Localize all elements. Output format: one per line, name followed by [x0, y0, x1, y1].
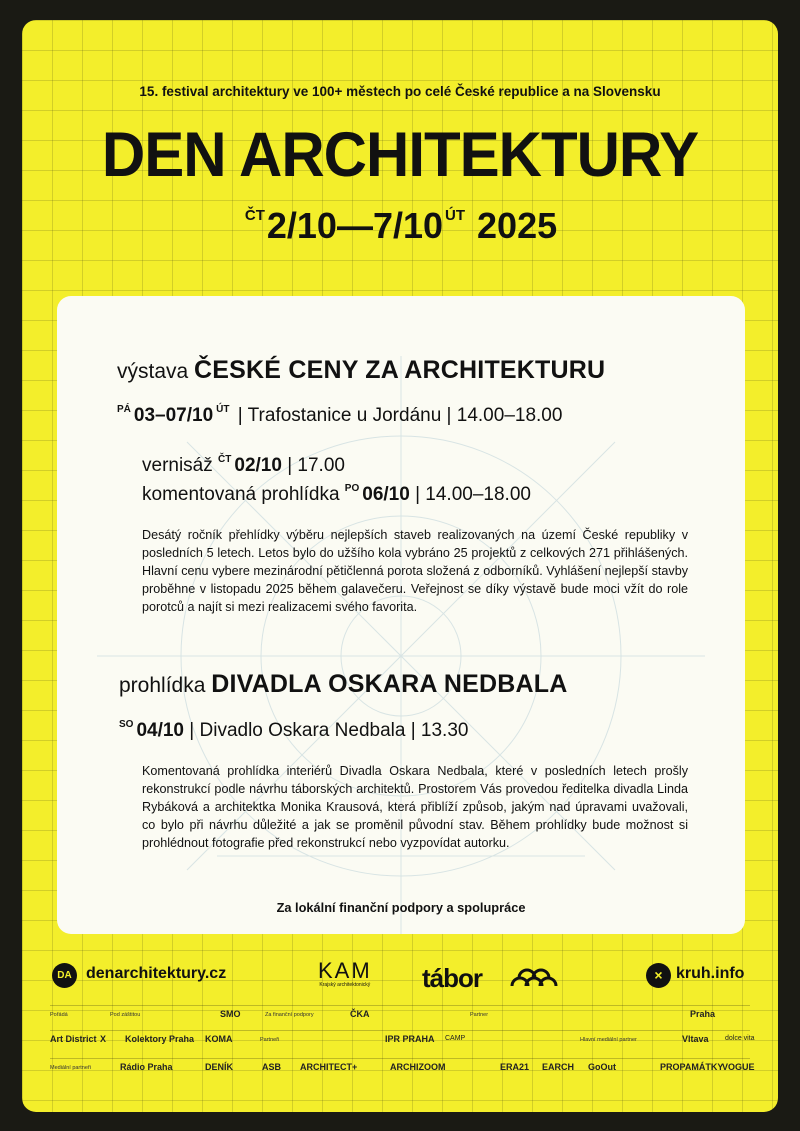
kam-logo-subtext: Krajský architektonický: [319, 982, 371, 988]
sponsor-logo-x: X: [100, 1034, 107, 1044]
sponsor-logo-camp: CAMP: [445, 1035, 466, 1042]
kam-logo-text: KAM: [318, 958, 372, 983]
event2-kind: prohlídka: [119, 674, 206, 697]
footer-links: [22, 960, 778, 996]
sponsor-logo-praha: Praha: [690, 1009, 716, 1019]
sponsor-logo-era21: ERA21: [500, 1062, 530, 1072]
sponsor-label-financni: Za finanční podpory: [265, 1012, 314, 1018]
sponsor-logo-architect-plus: ARCHITECT+: [300, 1062, 358, 1072]
sponsor-logo-kolektory: Kolektory Praha: [125, 1034, 195, 1044]
sponsor-logo-propamatky: PROPAMÁTKY: [660, 1062, 724, 1072]
kam-logo: [318, 960, 372, 988]
day-end: ÚT: [445, 207, 466, 224]
sponsor-logo-denik: DENÍK: [205, 1062, 234, 1072]
event1-day-a: PÁ: [117, 404, 131, 415]
sponsor-logo-koma: KOMA: [205, 1034, 233, 1044]
poster: [22, 20, 778, 1112]
sponsor-logo-archizoom: ARCHIZOOM: [390, 1062, 446, 1072]
vernisaz-day: ČT: [218, 454, 232, 465]
event1-name: ČESKÉ CENY ZA ARCHITEKTURU: [194, 356, 606, 384]
kruh-link[interactable]: kruh.info: [676, 965, 745, 982]
page-title: DEN ARCHITEKTURY: [101, 119, 699, 190]
sponsor-row-1: [50, 1005, 750, 1026]
sponsor-label-zastita: Pod záštitou: [110, 1012, 141, 1018]
sponsor-label-poradano: Pořádá: [50, 1012, 68, 1018]
event1-place-time: | Trafostanice u Jordánu | 14.00–18.00: [237, 405, 563, 426]
kruh-logo-icon: ×: [646, 963, 671, 988]
event2-date: 04/10: [136, 720, 184, 741]
event2-heading: [119, 670, 567, 699]
denarchitektury-link[interactable]: denarchitektury.cz: [86, 965, 227, 982]
sponsor-label-hlavni-medialni: Hlavní mediální partner: [580, 1037, 637, 1043]
festival-dates: [22, 205, 778, 246]
tour-label: komentovaná prohlídka: [142, 484, 340, 505]
day-start: ČT: [244, 207, 265, 224]
tour-day: PO: [344, 483, 360, 494]
sponsor-logo-vogue: VOGUE: [722, 1062, 755, 1072]
event1-day-b: ÚT: [216, 404, 230, 415]
sponsor-label-partner: Partner: [470, 1012, 489, 1018]
event1-vernisaz: [142, 454, 345, 477]
event2-day: SO: [119, 719, 134, 730]
sponsor-logo-vltava: Vltava: [682, 1034, 709, 1044]
event2-place-time: | Divadlo Oskara Nedbala | 13.30: [189, 720, 469, 741]
tour-time: | 14.00–18.00: [415, 484, 531, 505]
sponsor-logo-ipr: IPR PRAHA: [385, 1034, 435, 1044]
festival-year: 2025: [477, 205, 558, 246]
sponsor-logo-asb: ASB: [262, 1062, 282, 1072]
sponsor-row-2: [50, 1030, 755, 1051]
sponsor-row-3: [50, 1058, 755, 1079]
sponsor-logo-cka: ČKA: [350, 1009, 370, 1019]
sponsor-logo-dolcevita: dolce vita: [725, 1035, 755, 1042]
event1-tour: [142, 483, 531, 506]
program-card: [57, 296, 745, 934]
sponsor-logo-earch: EARCH: [542, 1062, 575, 1072]
event1-kind: výstava: [117, 360, 189, 383]
sponsor-logo-goout: GoOut: [588, 1062, 616, 1072]
vernisaz-date: 02/10: [234, 455, 282, 476]
event1-heading: [117, 356, 605, 385]
tour-date: 06/10: [362, 484, 410, 505]
sponsor-label-medialni: Mediální partneři: [50, 1065, 91, 1071]
date-range: 2/10—7/10: [266, 205, 444, 246]
event2-name: DIVADLA OSKARA NEDBALA: [211, 670, 568, 698]
vernisaz-label: vernisáž: [142, 455, 213, 476]
support-text: Za lokální finanční podpory a spolupráce: [276, 900, 526, 915]
sponsor-logo-smo: SMO: [220, 1009, 241, 1019]
event1-dates: 03–07/10: [133, 405, 214, 426]
vernisaz-time: | 17.00: [287, 455, 345, 476]
tabor-logo: tábor: [422, 963, 482, 993]
event1-description: Desátý ročník přehlídky výběru nejlepších staveb realizovaných na území České republiky v posledních 5 letech. Letos bylo do užšího kola vybráno 25 projektů z celkových 271 přihlášených. Hlavní cenu vybere mezinárodní pětičlenná porota složená z odborníků. Vyhlášení nejlepší stavby proběhne v listopadu 2025 během galavečeru. Veřejnost se díky výstavě bude moci vžít do role porotců a najít si mezi realizacemi svého favorita.: [142, 528, 688, 614]
festival-subtitle: 15. festival architektury ve 100+ městech po celé České republice a na Slovensku: [139, 84, 661, 99]
tabor-arches-icon: [510, 964, 558, 988]
da-logo-icon: DA: [52, 963, 77, 988]
sponsor-label-partneri: Partneři: [260, 1037, 280, 1043]
event1-schedule: [117, 404, 562, 427]
sponsor-logo-radio-praha: Rádio Praha: [120, 1062, 173, 1072]
event2-description: Komentovaná prohlídka interiérů Divadla Oskara Nedbala, které v posledních letech prošly rekonstrukcí podle návrhu táborských architektů. Prostorem Vás provedou ředitelka divadla Linda Rybáková a architektka Monika Krausová, která přiblíží způsob, jakým nad úpravami uvažovali, co bylo při návrhu důležité a jak se proměnil původní stav. Během prohlídky bude možnost si prohlédnout fotografie před rekonstrukcí nebo vyzpovídat autorku.: [142, 764, 688, 850]
sponsor-logo-art-district: Art District: [50, 1034, 97, 1044]
event2-schedule: [119, 719, 468, 742]
